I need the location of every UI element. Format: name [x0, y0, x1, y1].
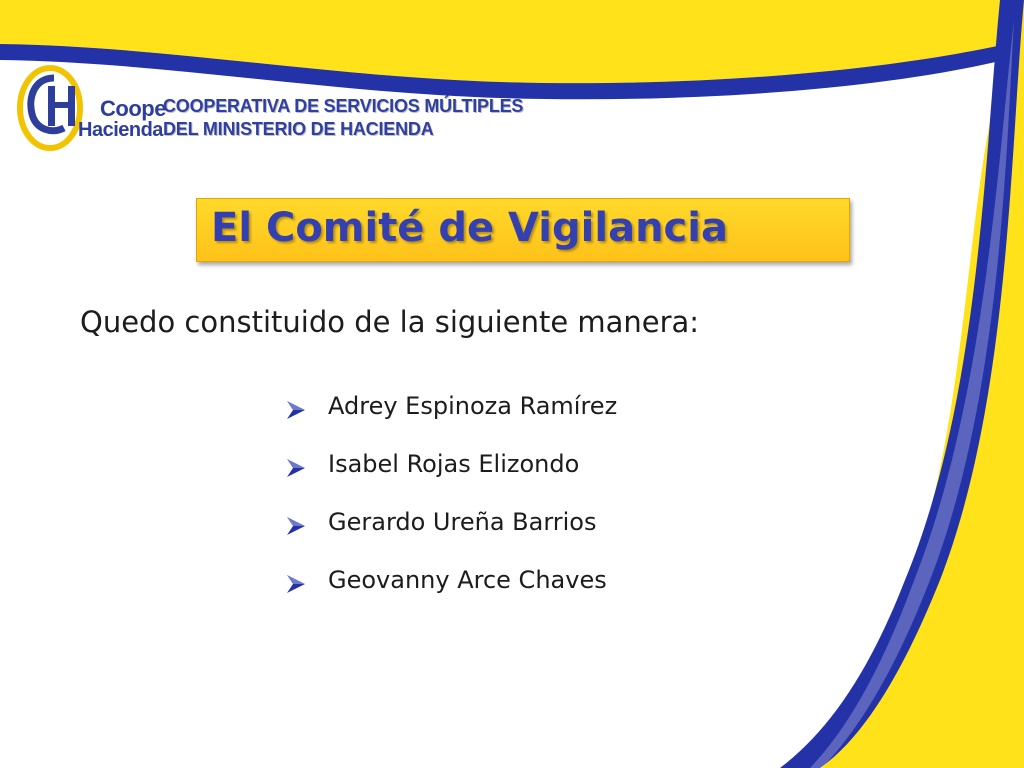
slide-title: El Comité de Vigilancia	[211, 205, 728, 251]
arrowhead-bullet-icon	[284, 514, 308, 538]
organization-name-line1: COOPERATIVA DE SERVICIOS MÚLTIPLES	[163, 96, 524, 116]
arrowhead-bullet-icon	[284, 572, 308, 596]
member-name: Adrey Espinoza Ramírez	[328, 392, 618, 420]
title-box	[196, 198, 850, 262]
logo-word-coope: Coope	[100, 96, 166, 121]
logo-word-hacienda: Hacienda	[78, 119, 163, 141]
member-name: Geovanny Arce Chaves	[328, 566, 607, 594]
organization-name-line2: DEL MINISTERIO DE HACIENDA	[163, 119, 434, 139]
coopehacienda-logo	[14, 42, 164, 154]
organization-name	[163, 95, 523, 141]
intro-text: Quedo constituido de la siguiente manera:	[80, 305, 700, 339]
member-name: Isabel Rojas Elizondo	[328, 450, 580, 478]
member-name: Gerardo Ureña Barrios	[328, 508, 597, 536]
arrowhead-bullet-icon	[284, 398, 308, 422]
arrowhead-bullet-icon	[284, 456, 308, 480]
